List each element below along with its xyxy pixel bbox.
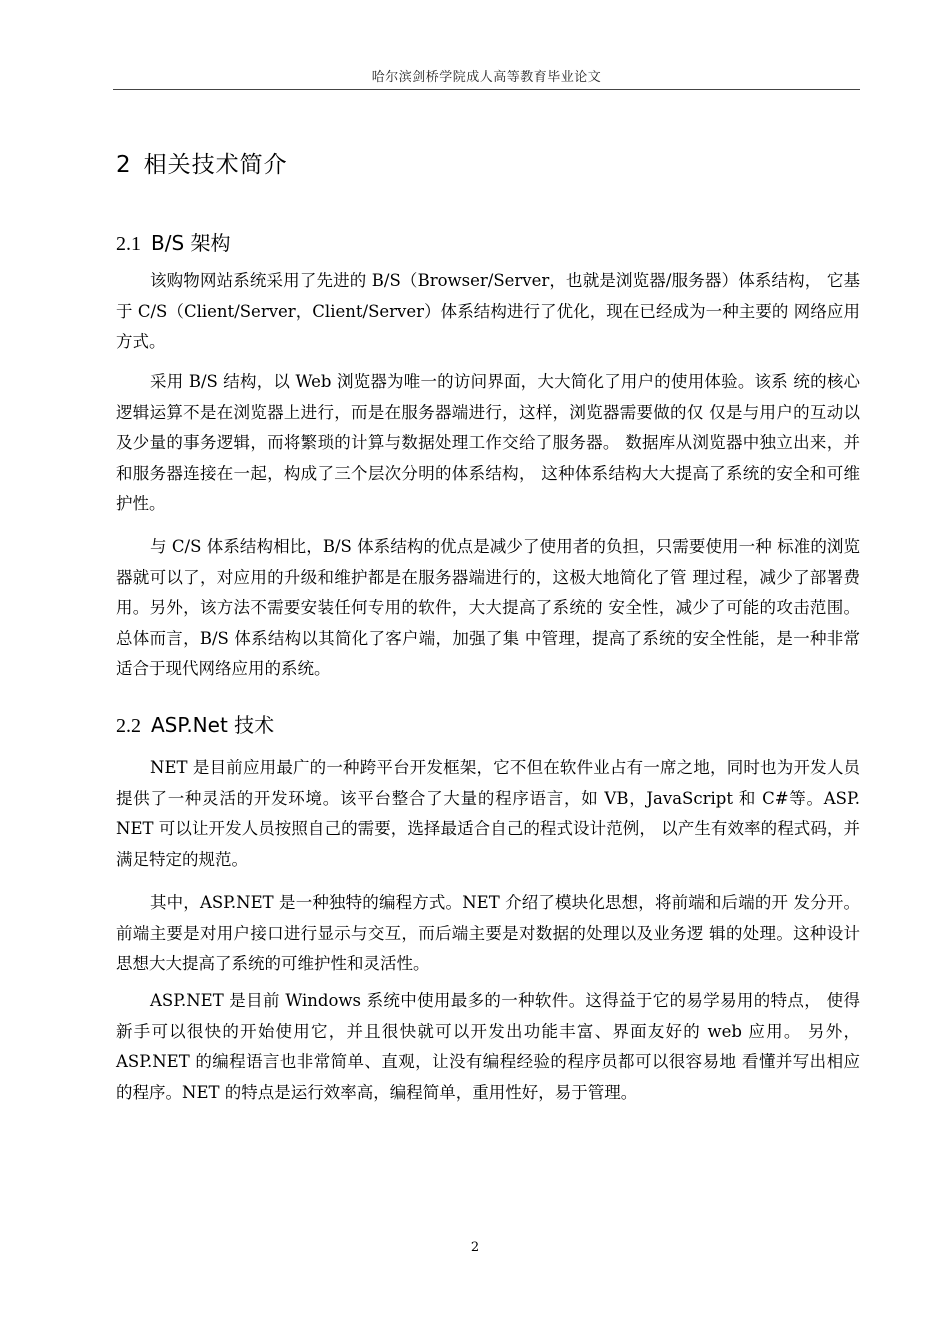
section-title: ASP.Net 技术 bbox=[151, 713, 275, 737]
section-number: 2.2 bbox=[116, 715, 141, 737]
chapter-number: 2 bbox=[116, 152, 132, 178]
running-header: 哈尔滨剑桥学院成人高等教育毕业论文 bbox=[371, 70, 602, 85]
paragraph: NET 是目前应用最广的一种跨平台开发框架，它不但在软件业占有一席之地，同时也为开发人员提供了一种灵活的开发环境。该平台整合了大量的程序语言，如 VB，JavaScript 和 C#等。ASP. NET 可以让开发人员按照自己的需要，选择最适合自己的程式设计范例， 以产生有效率的程式码，并满足特定的规范。 bbox=[116, 758, 860, 869]
section-heading-2-1 bbox=[116, 227, 231, 256]
section-number: 2.1 bbox=[116, 233, 141, 255]
section-heading-2-2 bbox=[116, 709, 274, 738]
chapter-title: 相关技术简介 bbox=[143, 152, 288, 178]
section-title: B/S 架构 bbox=[151, 231, 231, 255]
paragraph: 该购物网站系统采用了先进的 B/S（Browser/Server，也就是浏览器/服务器）体系结构， 它基于 C/S（Client/Server，Client/Server）体系结构进行了优化，现在已经成为一种主要的 网络应用方式。 bbox=[116, 271, 860, 351]
paragraph: 其中，ASP.NET 是一种独特的编程方式。NET 介绍了模块化思想，将前端和后端的开 发分开。前端主要是对用户接口进行显示与交互，而后端主要是对数据的处理以及业务逻 辑的处理。这种设计思想大大提高了系统的可维护性和灵活性。 bbox=[116, 893, 860, 973]
chapter-heading bbox=[116, 146, 288, 179]
page-number: 2 bbox=[470, 1240, 480, 1255]
paragraph: 与 C/S 体系结构相比，B/S 体系结构的优点是减少了使用者的负担，只需要使用一种 标准的浏览器就可以了，对应用的升级和维护都是在服务器端进行的，这极大地简化了管 理过程，减少了部署费用。另外，该方法不需要安装任何专用的软件，大大提高了系统的 安全性，减少了可能的攻击范围。总体而言，B/S 体系结构以其简化了客户端，加强了集 中管理，提高了系统的安全性能，是一种非常适合于现代网络应用的系统。 bbox=[116, 537, 860, 678]
header-rule bbox=[113, 89, 860, 90]
paragraph: 采用 B/S 结构，以 Web 浏览器为唯一的访问界面，大大简化了用户的使用体验。该系 统的核心逻辑运算不是在浏览器上进行，而是在服务器端进行，这样，浏览器需要做的仅 仅是与用户的互动以及少量的事务逻辑，而将繁琐的计算与数据处理工作交给了服务器。 数据库从浏览器中独立出来，并和服务器连接在一起，构成了三个层次分明的体系结构， 这种体系结构大大提高了系统的安全和可维护性。 bbox=[116, 372, 860, 513]
paragraph: ASP.NET 是目前 Windows 系统中使用最多的一种软件。这得益于它的易学易用的特点， 使得新手可以很快的开始使用它，并且很快就可以开发出功能丰富、界面友好的 web 应用。 另外，ASP.NET 的编程语言也非常简单、直观，让没有编程经验的程序员都可以很容易地 看懂并写出相应的程序。NET 的特点是运行效率高，编程简单，重用性好，易于管理。 bbox=[116, 991, 860, 1102]
